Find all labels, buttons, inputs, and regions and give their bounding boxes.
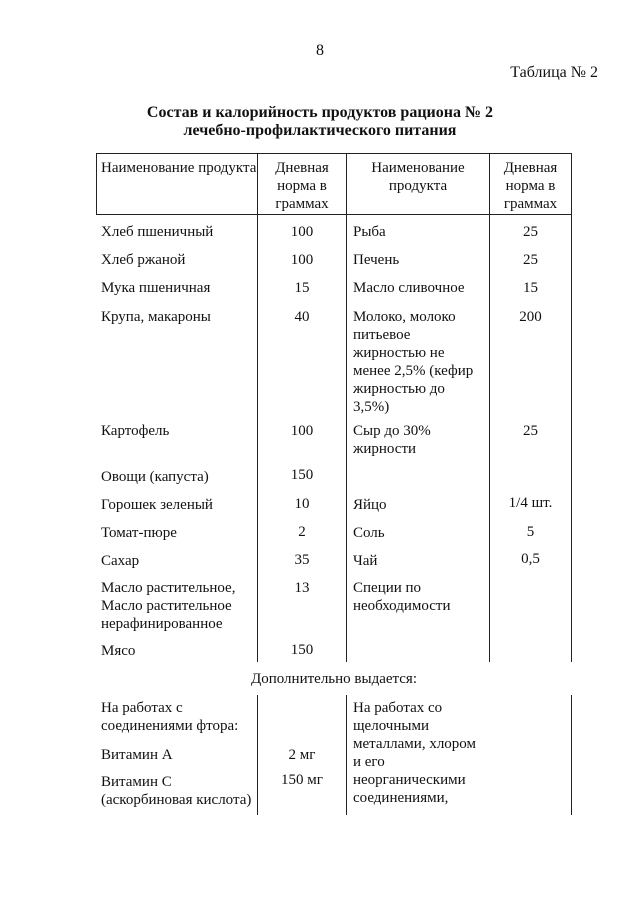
row-product-left: Хлеб ржаной bbox=[101, 252, 186, 268]
additional-item-name: Витамин С (аскорбиновая кислота) bbox=[101, 774, 252, 808]
row-norm-right: 1/4 шт. bbox=[508, 495, 553, 511]
table-label: Таблица № 2 bbox=[510, 64, 598, 81]
row-product-left: Хлеб пшеничный bbox=[101, 224, 214, 240]
document-title bbox=[0, 104, 640, 140]
row-norm-left: 40 bbox=[294, 309, 310, 325]
row-norm-left: 100 bbox=[290, 252, 314, 268]
row-norm-left: 13 bbox=[294, 580, 310, 596]
row-product-right: Яйцо bbox=[353, 497, 387, 513]
row-product-left: Мясо bbox=[101, 643, 136, 659]
row-norm-right: 25 bbox=[523, 252, 538, 268]
row-product-right: Специи по необходимости bbox=[353, 580, 451, 614]
title-line-1: Состав и калорийность продуктов рациона № 2 bbox=[146, 104, 494, 121]
additional-item-amount: 150 мг bbox=[281, 772, 323, 788]
row-norm-right: 25 bbox=[523, 423, 538, 439]
row-product-left: Сахар bbox=[101, 553, 140, 569]
row-norm-left: 150 bbox=[290, 467, 314, 483]
row-norm-right: 25 bbox=[523, 224, 538, 240]
additional-heading: Дополнительно выдается: bbox=[251, 671, 417, 687]
row-product-left: Овощи (капуста) bbox=[101, 469, 209, 485]
row-product-left: Картофель bbox=[101, 423, 170, 439]
row-product-right: Молоко, молоко питьевое жирностью не менее 2,5% (кефир жирностью до 3,5%) bbox=[353, 309, 474, 415]
header-norm-right: Дневная норма в граммах bbox=[503, 160, 558, 212]
row-product-right: Сыр до 30% жирности bbox=[353, 423, 431, 457]
row-product-right: Чай bbox=[353, 553, 378, 569]
row-product-left: Горошек зеленый bbox=[101, 497, 213, 513]
row-product-right: Рыба bbox=[353, 224, 386, 240]
table-top-border bbox=[96, 153, 572, 154]
header-norm-left: Дневная норма в граммах bbox=[275, 160, 329, 212]
row-norm-left: 100 bbox=[290, 423, 314, 439]
header-bottom-border bbox=[96, 214, 572, 215]
row-norm-right: 15 bbox=[523, 280, 538, 296]
table-right-border bbox=[571, 153, 572, 662]
row-norm-right: 0,5 bbox=[521, 551, 540, 567]
additional-divider-2 bbox=[346, 695, 347, 815]
additional-item-name: Витамин А bbox=[101, 747, 173, 763]
additional-right-border bbox=[571, 695, 572, 815]
row-norm-left: 15 bbox=[294, 280, 310, 296]
additional-left-intro: На работах с соединениями фтора: bbox=[101, 700, 239, 734]
page-number: 8 bbox=[316, 42, 324, 59]
row-norm-left: 150 bbox=[290, 642, 314, 658]
header-product-right: Наименование продукта bbox=[371, 160, 465, 194]
row-product-right: Соль bbox=[353, 525, 385, 541]
row-product-left: Томат-пюре bbox=[101, 525, 177, 541]
row-product-left: Масло растительное, Масло растительное нерафинированное bbox=[101, 580, 236, 632]
row-norm-left: 35 bbox=[294, 552, 310, 568]
header-product-left: Наименование продукта bbox=[101, 160, 257, 176]
row-product-right: Печень bbox=[353, 252, 400, 268]
column-divider-2 bbox=[346, 153, 347, 662]
row-product-left: Мука пшеничная bbox=[101, 280, 211, 296]
row-norm-left: 2 bbox=[298, 524, 306, 540]
table-left-border bbox=[96, 153, 97, 215]
row-norm-right: 200 bbox=[519, 309, 542, 325]
row-norm-left: 10 bbox=[294, 496, 310, 512]
row-norm-left: 100 bbox=[290, 224, 314, 240]
row-norm-right: 5 bbox=[526, 524, 535, 540]
additional-right-intro: На работах со щелочными металлами, хлором и его неорганическими соединениями, bbox=[353, 700, 477, 806]
row-product-right: Масло сливочное bbox=[353, 280, 465, 296]
additional-item-amount: 2 мг bbox=[288, 747, 316, 763]
title-line-2: лечебно-профилактического питания bbox=[183, 122, 457, 139]
row-product-left: Крупа, макароны bbox=[101, 309, 211, 325]
